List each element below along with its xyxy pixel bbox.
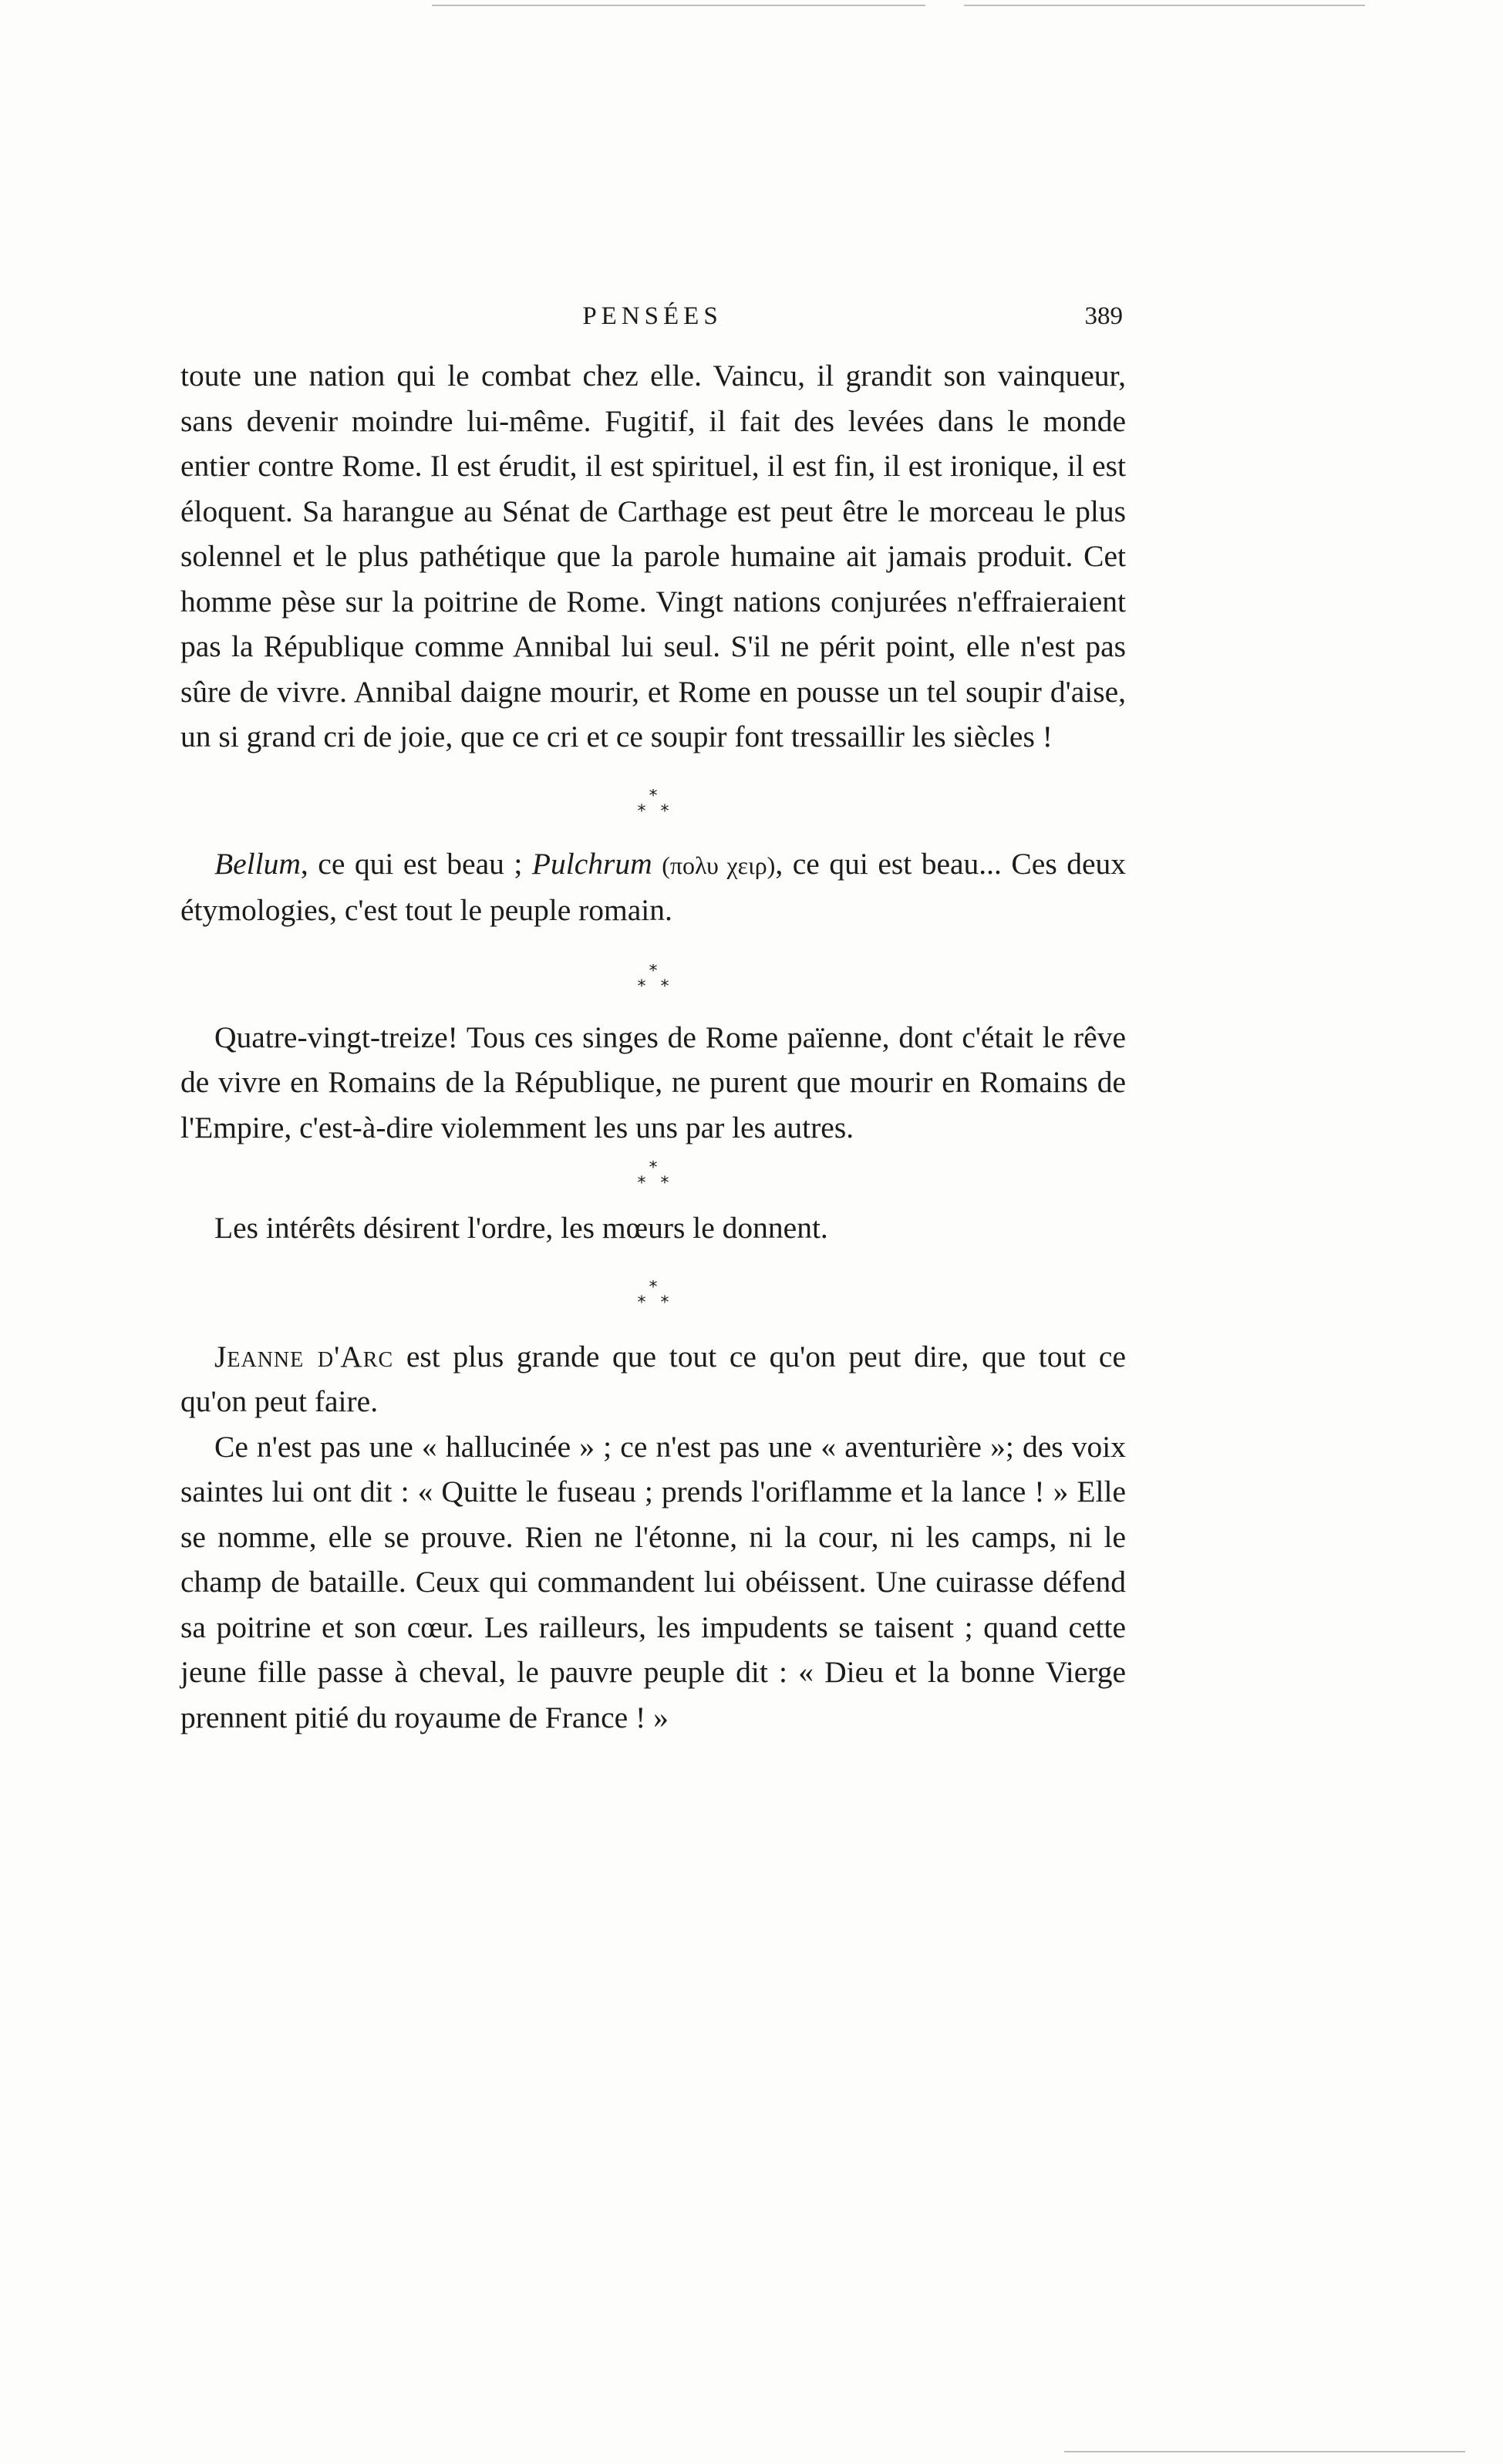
asterism-separator [626,1280,680,1311]
paragraph-jeanne-darc [180,1334,1126,1424]
svg-text:*: * [637,1293,646,1311]
bellum-gloss: , ce qui est beau ; [300,846,532,881]
asterism-icon [626,964,680,995]
scan-edge-top-1 [432,5,925,6]
bellum-conclusion: , ce qui est beau... Ces deux étymologies, c'est tout le peuple romain. [180,846,1126,927]
name-jeanne-darc: Jeanne d'Arc [214,1339,394,1374]
paragraph-bellum [180,841,1126,933]
svg-text:*: * [637,1174,646,1192]
asterism-icon [626,1280,680,1311]
scan-edge-bottom [1064,2451,1465,2452]
svg-text:*: * [649,1161,658,1178]
paragraph-jeanne-voices: Ce n'est pas une « hallucinée » ; ce n'est pas une « aventurière »; des voix saintes lui ont dit : « Quitte le fuseau ; prends l'oriflamme et la lance ! » Elle se nomme, elle se prouve. Rien ne l'étonne, ni la cour, ni les camps, ni le champ de bataille. Ceux qui commandent lui obéissent. Une cuirasse défend sa poitrine et son cœur. Les railleurs, les impudents se taisent ; quand cette jeune fille passe à cheval, le pauvre peuple dit : « Dieu et la bonne Vierge prennent pitié du royaume de France ! » [180,1429,1126,1734]
asterism-icon [626,789,680,820]
svg-text:*: * [637,976,646,995]
paragraph-interets: Les intérêts désirent l'ordre, les mœurs le donnent. [214,1211,828,1245]
svg-text:*: * [649,963,658,981]
asterism-separator [626,1161,680,1192]
paragraph-annibal: toute une nation qui le combat chez elle. Vaincu, il grandit son vainqueur, sans devenir moindre lui-même. Fugitif, il fait des levées dans le monde entier contre Rome. Il est érudit, il est spirituel, il est fin, il est ironique, il est éloquent. Sa harangue au Sénat de Carthage est peut être le morceau le plus solennel et le plus pathétique que la parole humaine ait jamais produit. Cet homme pèse sur la poitrine de Rome. Vingt nations conjurées n'effraieraient pas la République comme Annibal lui seul. S'il ne périt point, elle n'est pas sûre de vivre. Annibal daigne mourir, et Rome en pousse un tel soupir d'aise, un si grand cri de joie, que ce cri et ce soupir font tressaillir les siècles ! [180,359,1126,753]
jeanne-darc-text: est plus grande que tout ce qu'on peut dire, que tout ce qu'on peut faire. [180,1339,1126,1418]
greek-etymology: (πολυ χειρ) [662,851,776,879]
svg-text:*: * [660,801,669,820]
asterism-separator [626,789,680,820]
svg-text:*: * [660,976,669,995]
word-pulchrum: Pulchrum [531,846,652,881]
scan-edge-top-2 [964,5,1365,6]
svg-text:*: * [660,1293,669,1311]
asterism-separator [626,964,680,995]
running-title: PENSÉES [582,302,723,330]
svg-text:*: * [649,788,658,806]
svg-text:*: * [660,1174,669,1192]
body-text [180,353,1126,1740]
svg-text:*: * [649,1279,658,1297]
page-number: 389 [1084,302,1123,330]
word-bellum: Bellum [214,846,301,881]
svg-text:*: * [637,801,646,820]
paragraph-quatre-vingt-treize: Quatre-vingt-treize! Tous ces singes de Rome païenne, dont c'était le rêve de vivre en Romains de la République, ne purent que mourir en Romains de l'Empire, c'est-à-dire violemment les uns par les autres. [180,1020,1126,1144]
asterism-icon [626,1161,680,1192]
page-header [182,302,1123,341]
